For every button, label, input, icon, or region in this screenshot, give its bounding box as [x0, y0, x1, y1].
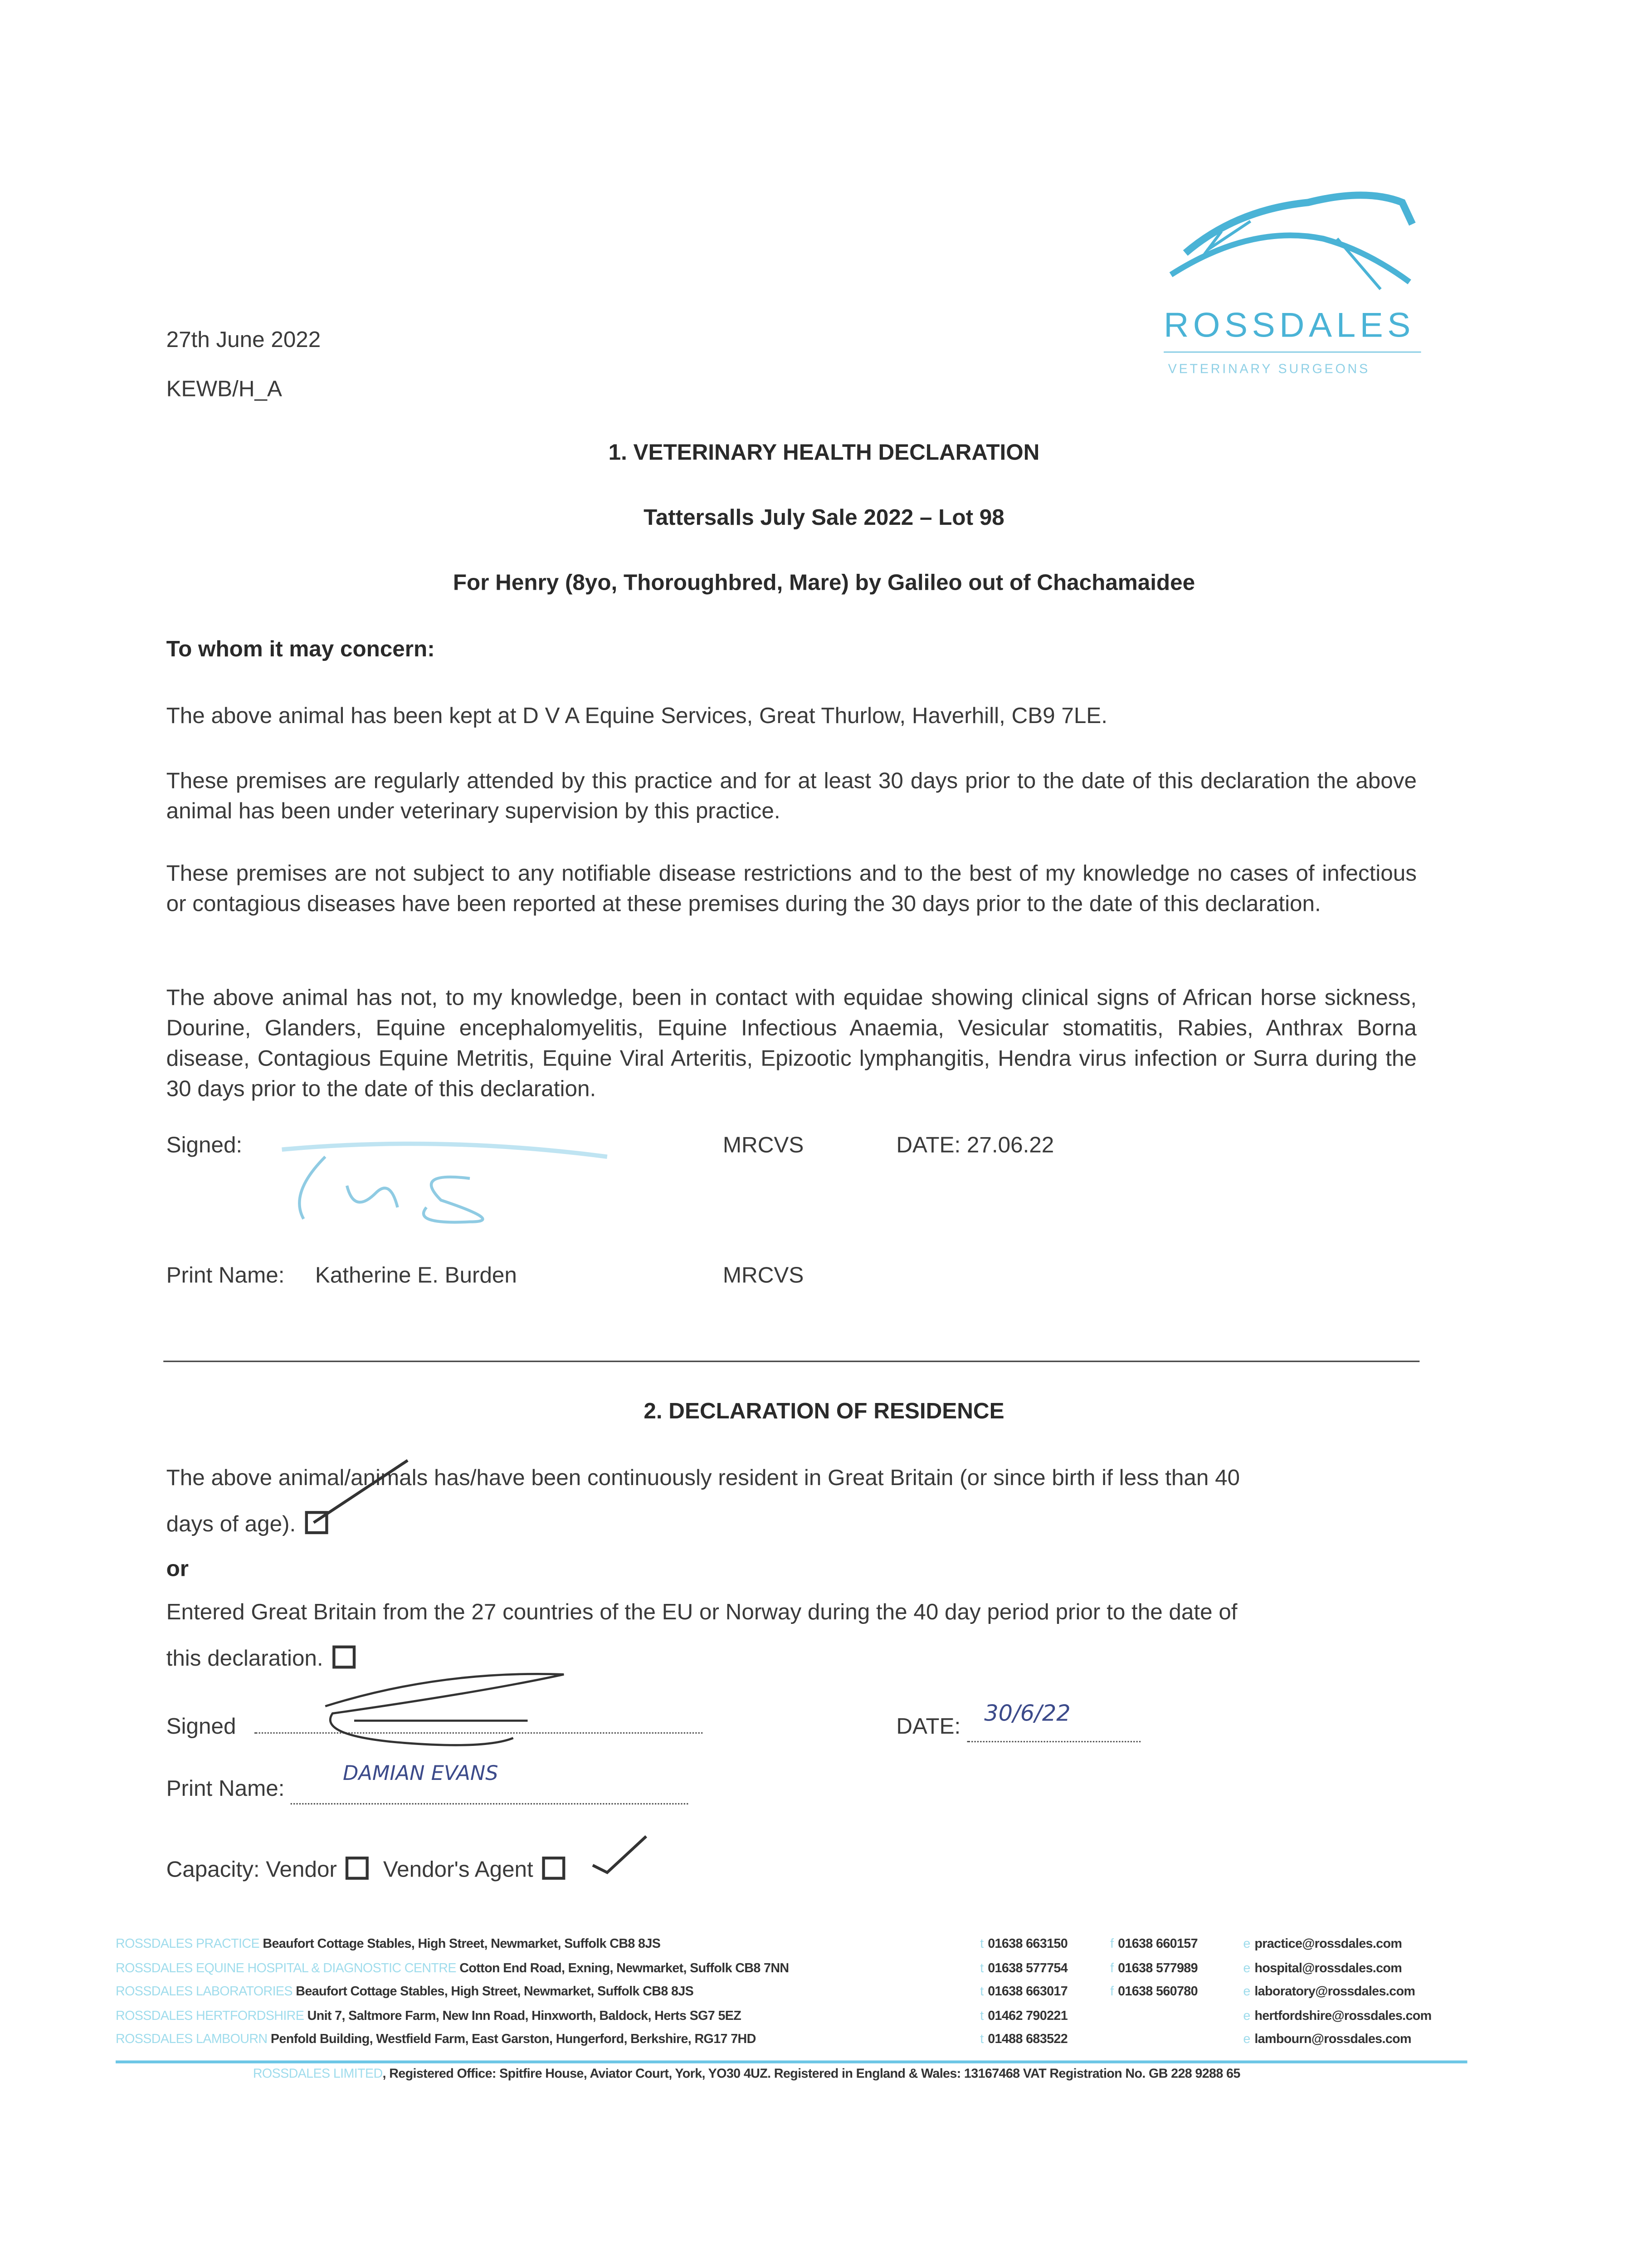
footer-office-row: ROSSDALES LAMBOURN Penfold Building, Westfield Farm, East Garston, Hungerford, Berkshire, RG17 7HD t 01488 683522 e lambourn@rossdales.com [116, 2032, 1411, 2047]
footer-office-row: ROSSDALES LABORATORIES Beaufort Cottage Stables, High Street, Newmarket, Suffolk CB8 8JS t 01638 663017 f 01638 560780 e laboratory@rossdales.com [116, 1984, 1415, 1999]
paragraph: These premises are regularly attended by this practice and for at least 30 days prior to the date of this declaration the above animal has been under veterinary supervision by this practice. [166, 769, 1417, 824]
horse-logo-icon [1164, 181, 1424, 303]
office-address: Beaufort Cottage Stables, High Street, Newmarket, Suffolk CB8 8JS [263, 1936, 661, 1951]
office-email[interactable]: hertfordshire@rossdales.com [1254, 2008, 1432, 2023]
divider [163, 1361, 1419, 1362]
option2-text: Entered Great Britain from the 27 countries of the EU or Norway during the 40 day period prior to the date of [166, 1600, 1238, 1625]
office-email[interactable]: practice@rossdales.com [1254, 1936, 1402, 1951]
footer-office-row: ROSSDALES PRACTICE Beaufort Cottage Stables, High Street, Newmarket, Suffolk CB8 8JS t 01638 663150 f 01638 660157 e practice@rossdales.com [116, 1936, 1402, 1951]
office-address: Penfold Building, Westfield Farm, East Garston, Hungerford, Berkshire, RG17 7HD [270, 2032, 756, 2047]
office-email[interactable]: laboratory@rossdales.com [1254, 1984, 1415, 1999]
office-email[interactable]: lambourn@rossdales.com [1254, 2032, 1411, 2047]
office-fax: 01638 560780 [1118, 1984, 1198, 1999]
paragraph: The above animal has not, to my knowledge, been in contact with equidae showing clinical signs of African horse sickness, Dourine, Glanders, Equine encephalomyelitis, Equine Infectious Anaemia, Vesicular stomatitis, Rabies, Anthrax Borna disease, Contagious Equine Metritis, Equine Viral Arteritis, Epizootic lymphangitis, Hendra virus infection or Surra during the 30 days prior to the date of this declaration. [166, 986, 1417, 1102]
horse-title: For Henry (8yo, Thoroughbred, Mare) by Galileo out of Chachamaidee [453, 571, 1195, 596]
letter-date: 27th June 2022 [166, 328, 321, 353]
registered-info: , Registered Office: Spitfire House, Aviator Court, York, YO30 4UZ. Registered in England & Wales: 13167468 VAT Registration No. GB 228 9288 65 [382, 2066, 1240, 2081]
office-fax: 01638 660157 [1118, 1936, 1198, 1951]
office-phone: 01462 790221 [988, 2008, 1068, 2023]
salutation: To whom it may concern: [166, 637, 435, 662]
print-name-label: Print Name: [166, 1777, 285, 1802]
option2-text-cont: this declaration. [166, 1647, 323, 1672]
office-phone: 01638 663150 [988, 1936, 1068, 1951]
option1-text-cont: days of age). [166, 1512, 296, 1537]
office-address: Cotton End Road, Exning, Newmarket, Suffolk CB8 7NN [459, 1960, 789, 1975]
vendor-date: 30/6/22 [984, 1700, 1071, 1727]
office-phone: 01638 663017 [988, 1984, 1068, 1999]
vendor-checkbox[interactable] [346, 1857, 369, 1880]
vet-signature [268, 1135, 614, 1229]
office-name: ROSSDALES HERTFORDSHIRE [116, 2008, 304, 2023]
agent-checkbox[interactable] [542, 1857, 565, 1880]
signed-label: Signed [166, 1715, 236, 1740]
office-address: Unit 7, Saltmore Farm, New Inn Road, Hinxworth, Baldock, Herts SG7 5EZ [307, 2008, 741, 2023]
logo-subtitle: VETERINARY SURGEONS [1168, 361, 1370, 376]
office-email[interactable]: hospital@rossdales.com [1254, 1960, 1402, 1975]
vet-print-name: Katherine E. Burden [315, 1264, 517, 1289]
vendor-date-label: DATE: [896, 1715, 961, 1740]
footer-office-row: ROSSDALES HERTFORDSHIRE Unit 7, Saltmore Farm, New Inn Road, Hinxworth, Baldock, Herts SG7 5EZ t 01462 790221 e hertfordshire@rossdales.com [116, 2008, 1432, 2023]
logo-name: ROSSDALES [1164, 306, 1415, 346]
capacity-label: Capacity: Vendor [166, 1858, 337, 1883]
section1-title: 1. VETERINARY HEALTH DECLARATION [608, 441, 1040, 466]
office-name: ROSSDALES EQUINE HOSPITAL & DIAGNOSTIC CENTRE [116, 1960, 456, 1975]
office-address: Beaufort Cottage Stables, High Street, Newmarket, Suffolk CB8 8JS [296, 1984, 694, 1999]
vendor-signature [311, 1663, 571, 1757]
footer [116, 1936, 1460, 2081]
office-name: ROSSDALES LABORATORIES [116, 1984, 293, 1999]
checkmark-icon [307, 1453, 415, 1533]
agent-label: Vendor's Agent [383, 1858, 533, 1883]
office-name: ROSSDALES LAMBOURN [116, 2032, 268, 2047]
section2-title: 2. DECLARATION OF RESIDENCE [644, 1399, 1004, 1424]
office-name: ROSSDALES PRACTICE [116, 1936, 259, 1951]
print-name-label: Print Name: [166, 1264, 285, 1289]
option1-text: The above animal/animals has/have been continuously resident in Great Britain (or since birth if less than 40 [166, 1466, 1240, 1491]
paragraph: The above animal has been kept at D V A Equine Services, Great Thurlow, Haverhill, CB9 7LE. [166, 704, 1108, 729]
office-fax: 01638 577989 [1118, 1960, 1198, 1975]
mrcvs-label: MRCVS [722, 1264, 804, 1289]
or-label: or [166, 1557, 189, 1582]
office-phone: 01638 577754 [988, 1960, 1068, 1975]
reference: KEWB/H_A [166, 377, 282, 402]
sale-title: Tattersalls July Sale 2022 – Lot 98 [644, 506, 1004, 531]
registered-label: ROSSDALES LIMITED [253, 2066, 383, 2081]
footer-office-row: ROSSDALES EQUINE HOSPITAL & DIAGNOSTIC CENTRE Cotton End Road, Exning, Newmarket, Suffolk CB8 7NN t 01638 577754 f 01638 577989 e hospital@rossdales.com [116, 1960, 1402, 1975]
mrcvs-label: MRCVS [722, 1134, 804, 1158]
vendor-print-name: DAMIAN EVANS [342, 1762, 498, 1786]
checkmark-icon [585, 1829, 650, 1880]
office-phone: 01488 683522 [988, 2032, 1068, 2047]
vet-date: DATE: 27.06.22 [896, 1134, 1054, 1158]
paragraph: These premises are not subject to any notifiable disease restrictions and to the best of my knowledge no cases of infectious or contagious diseases have been reported at these premises during the 30 days prior to the date of this declaration. [166, 861, 1417, 917]
signed-label: Signed: [166, 1134, 243, 1158]
